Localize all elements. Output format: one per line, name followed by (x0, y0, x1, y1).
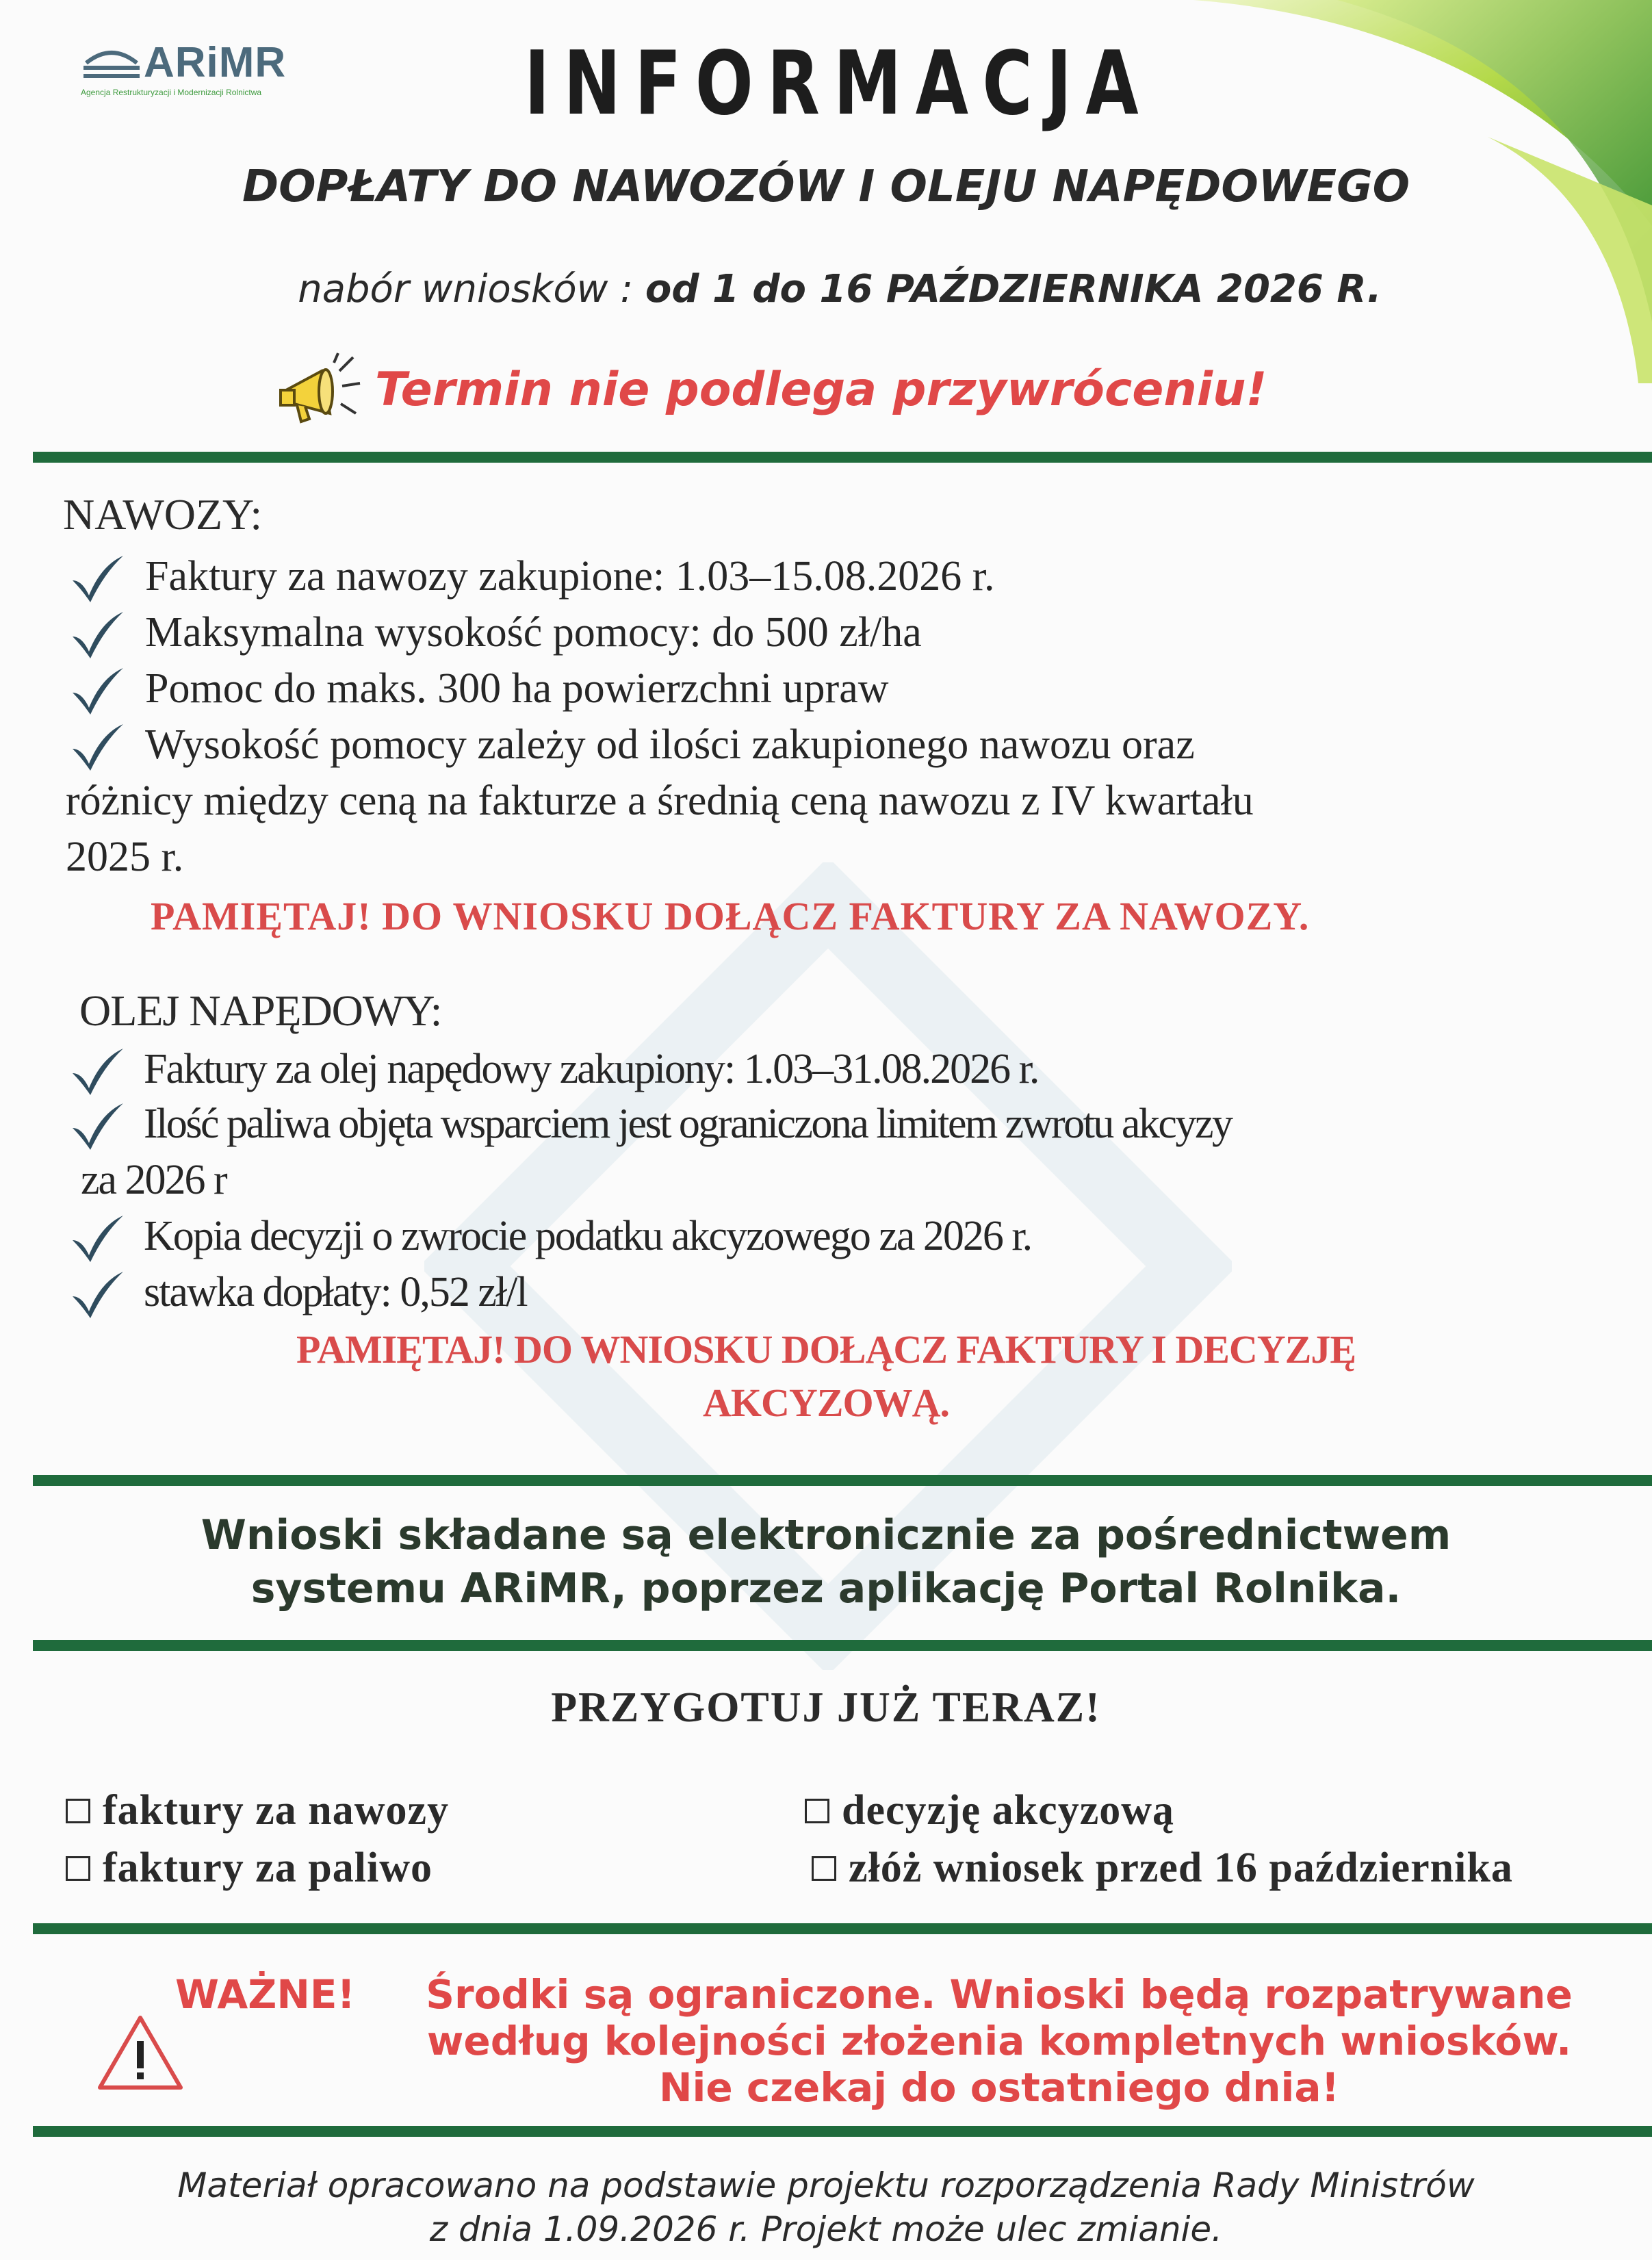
checkmark-icon (68, 1269, 126, 1320)
important-line2: według kolejności złożenia kompletnych wniosków. (426, 2018, 1572, 2064)
checkmark-icon (68, 1101, 126, 1151)
checkbox-icon (805, 1799, 829, 1823)
olej-reminder-line1: PAMIĘTAJ! DO WNIOSKU DOŁĄCZ FAKTURY I DECYZJĘ (296, 1327, 1356, 1372)
divider (33, 1640, 1652, 1651)
application-period-label: nabór wniosków : (298, 267, 645, 311)
important-line3: Nie czekaj do ostatniego dnia! (658, 2064, 1340, 2111)
application-period-value: od 1 do 16 PAŹDZIERNIKA 2026 R. (645, 267, 1382, 311)
checklist-item (805, 1786, 1174, 1835)
divider (33, 1475, 1652, 1486)
checklist-label: złóż wniosek przed 16 października (849, 1845, 1513, 1891)
checklist-label: decyzję akcyzową (842, 1787, 1174, 1834)
checkmark-icon (68, 609, 126, 660)
list-item: Ilość paliwa objęta wsparciem jest ograniczona limitem zwrotu akcyzy (144, 1101, 1232, 1147)
list-item: Faktury za olej napędowy zakupiony: 1.03–31.08.2026 r. (144, 1046, 1039, 1092)
important-label: WAŻNE! (175, 1971, 355, 2018)
olej-heading: OLEJ NAPĘDOWY: (79, 986, 442, 1035)
checkmark-icon (68, 1046, 126, 1096)
checkmark-icon (68, 721, 126, 772)
page-title: INFORMACJA (524, 33, 1152, 135)
warning-triangle-icon (96, 2012, 185, 2093)
megaphone-icon (274, 350, 363, 433)
list-item-continuation: 2025 r. (66, 834, 184, 880)
checklist-item (66, 1786, 449, 1835)
checkmark-icon (68, 1213, 126, 1263)
logo-name: ARiMR (144, 39, 287, 86)
list-item: stawka dopłaty: 0,52 zł/l (144, 1269, 527, 1315)
nawozy-heading: NAWOZY: (63, 490, 263, 539)
divider (33, 2126, 1652, 2137)
nawozy-reminder: PAMIĘTAJ! DO WNIOSKU DOŁĄCZ FAKTURY ZA NAWOZY. (151, 894, 1310, 938)
divider (33, 1923, 1652, 1934)
prepare-heading: PRZYGOTUJ JUŻ TERAZ! (551, 1684, 1101, 1731)
page-subtitle: DOPŁATY DO NAWOZÓW I OLEJU NAPĘDOWEGO (242, 162, 1410, 212)
checklist-item (812, 1844, 1513, 1892)
application-period (0, 267, 1652, 311)
wnioski-line1: Wnioski składane są elektronicznie za pośrednictwem (201, 1511, 1451, 1559)
checkmark-icon (68, 553, 126, 604)
list-item-continuation: za 2026 r (81, 1157, 227, 1203)
arimr-logo-icon (81, 42, 142, 84)
olej-reminder-line2: AKCYZOWĄ. (703, 1381, 949, 1425)
list-item: Faktury za nawozy zakupione: 1.03–15.08.2026 r. (145, 553, 995, 600)
checklist-label: faktury za nawozy (103, 1787, 450, 1834)
important-line1: Środki są ograniczone. Wnioski będą rozpatrywane (426, 1971, 1573, 2018)
checkbox-icon (66, 1799, 90, 1823)
footer-line2: z dnia 1.09.2026 r. Projekt może ulec zmianie. (429, 2209, 1223, 2249)
checklist-label: faktury za paliwo (103, 1845, 433, 1891)
checklist-item (66, 1844, 433, 1892)
list-item: Maksymalna wysokość pomocy: do 500 zł/ha (145, 609, 922, 656)
list-item-continuation: różnicy między ceną na fakturze a średnią ceną nawozu z IV kwartału (66, 778, 1254, 824)
deadline-warning: Termin nie podlega przywróceniu! (375, 363, 1267, 417)
checkmark-icon (68, 665, 126, 716)
checkbox-icon (66, 1856, 90, 1881)
list-item: Kopia decyzji o zwrocie podatku akcyzowego za 2026 r. (144, 1213, 1032, 1259)
list-item: Wysokość pomocy zależy od ilości zakupionego nawozu oraz (145, 721, 1195, 768)
checkbox-icon (812, 1856, 836, 1881)
footer-line1: Materiał opracowano na podstawie projektu rozporządzenia Rady Ministrów (177, 2166, 1475, 2205)
logo-subtitle: Agencja Restrukturyzacji i Modernizacji Rolnictwa (81, 88, 262, 97)
wnioski-line2: systemu ARiMR, poprzez aplikację Portal Rolnika. (250, 1565, 1402, 1613)
divider (33, 452, 1652, 463)
list-item: Pomoc do maks. 300 ha powierzchni upraw (145, 665, 889, 712)
